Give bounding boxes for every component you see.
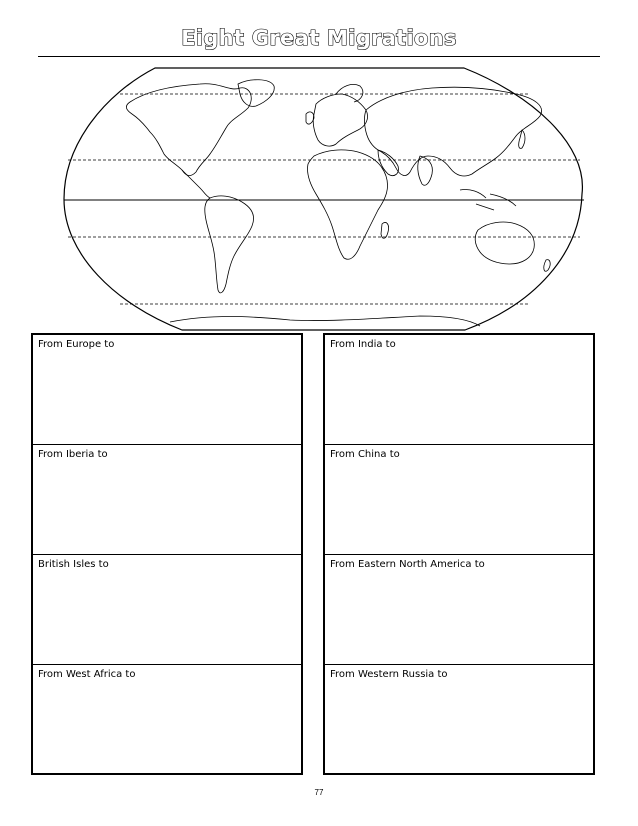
- migration-box-label: British Isles to: [38, 559, 109, 570]
- migration-box-label: From Western Russia to: [330, 669, 448, 680]
- migration-box-label: From Eastern North America to: [330, 559, 485, 570]
- title-divider: [38, 56, 600, 57]
- migration-box-label: From West Africa to: [38, 669, 136, 680]
- migration-box-india[interactable]: [325, 335, 593, 445]
- worksheet-title: Eight Great Migrations: [181, 26, 457, 50]
- migration-box-british-isles[interactable]: [33, 555, 301, 665]
- page-number: 77: [314, 788, 324, 797]
- migration-box-label: From Iberia to: [38, 449, 108, 460]
- map-frame: [64, 68, 582, 330]
- migration-box-eastern-north-america[interactable]: [325, 555, 593, 665]
- migration-box-europe[interactable]: [33, 335, 301, 445]
- migration-box-label: From Europe to: [38, 339, 115, 350]
- migration-box-iberia[interactable]: [33, 445, 301, 555]
- migration-box-china[interactable]: [325, 445, 593, 555]
- right-migration-column: [323, 333, 595, 775]
- left-migration-column: [31, 333, 303, 775]
- migration-box-west-africa[interactable]: [33, 665, 301, 775]
- migration-box-label: From India to: [330, 339, 396, 350]
- migration-box-label: From China to: [330, 449, 400, 460]
- world-map-outline: [60, 64, 588, 332]
- migration-box-western-russia[interactable]: [325, 665, 593, 775]
